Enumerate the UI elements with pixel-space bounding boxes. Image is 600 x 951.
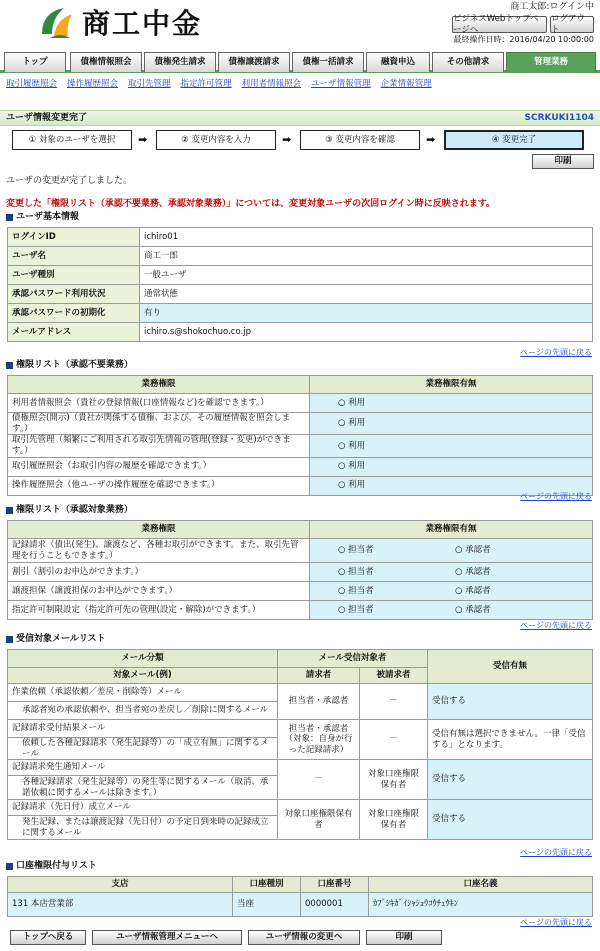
table-header xyxy=(8,650,593,668)
section-square-icon xyxy=(6,362,13,369)
subnav-user-info-inquiry[interactable]: 利用者情報照会 xyxy=(241,78,302,89)
back-to-top-link[interactable]: ページの先頭に戻る xyxy=(520,848,592,857)
permission-name: 記録請求（債出(発生)、譲渡など、各種お取引ができます。また、取引先管理を行うこともできます。） xyxy=(8,539,310,563)
table-row xyxy=(8,394,593,413)
section-permissions-approval xyxy=(6,505,133,516)
back-to-top-link[interactable]: ページの先頭に戻る xyxy=(520,621,592,630)
table-header xyxy=(8,521,593,539)
account-type: 当座 xyxy=(233,893,301,917)
tab-other[interactable]: その他請求 xyxy=(432,52,504,72)
step-2: ② 変更内容を入力 xyxy=(156,130,276,150)
mail-category: 記録請求（先日付）成立メール xyxy=(8,800,278,816)
table-row xyxy=(8,228,593,247)
section-title: 権限リスト（承認不要業務） xyxy=(16,360,133,370)
mail-requester: － xyxy=(278,760,360,800)
section-square-icon xyxy=(6,214,13,221)
logo xyxy=(38,4,228,42)
permission-value: ○ 利用 xyxy=(310,457,593,476)
permission-staff: ○ 担当者 xyxy=(310,563,452,582)
account-branch: 131 本店営業部 xyxy=(8,893,233,917)
section-title: ユーザ基本情報 xyxy=(16,212,80,222)
section-title: 受信対象メールリスト xyxy=(16,634,106,644)
mail-receive-flag: 受信する xyxy=(428,684,593,720)
section-square-icon xyxy=(6,636,13,643)
account-holder: ｶﾌﾞｼｷｶﾞｲｼｬｼｮｳｺｳﾁｭｳｷﾝ xyxy=(369,893,593,917)
table-row xyxy=(8,457,593,476)
screen-id: SCRKUKI1104 xyxy=(524,113,594,123)
table-row xyxy=(8,760,593,776)
user-info-change-button[interactable]: ユーザ情報の変更へ xyxy=(248,930,360,945)
permission-approver: ○ 承認者 xyxy=(451,563,593,582)
permission-name: 操作履歴照会（他ユーザの操作履歴を確認できます。） xyxy=(8,476,310,495)
permission-value: ○ 利用 xyxy=(310,435,593,457)
permission-name: 譲渡担保（譲渡担保のお申込ができます。） xyxy=(8,582,310,601)
footer-buttons xyxy=(0,930,600,946)
header-cell: 支店 xyxy=(8,877,233,893)
table-row xyxy=(8,304,593,323)
account-number: 0000001 xyxy=(301,893,369,917)
arrow-right-icon: ➡ xyxy=(138,133,148,146)
permission-name: 取引先管理（頻繁にご利用される取引先情報の管理(登録・変更)ができます。） xyxy=(8,435,310,457)
subnav-permission-management[interactable]: 指定許可管理 xyxy=(180,78,232,89)
permission-staff: ○ 担当者 xyxy=(310,582,452,601)
arrow-right-icon: ➡ xyxy=(426,133,436,146)
permission-name: 指定許可制限設定（指定許可先の管理(設定・解除)ができます。） xyxy=(8,601,310,620)
subnav-user-info-management[interactable]: ユーザ情報管理 xyxy=(311,78,371,89)
biz-web-top-button[interactable]: ビジネスWebトップページへ xyxy=(452,16,547,33)
subnav-company-info-management[interactable]: 企業情報管理 xyxy=(380,78,432,89)
section-title: 口座権限付与リスト xyxy=(16,861,97,871)
section-square-icon xyxy=(6,507,13,514)
header-cell: 対象メール(例) xyxy=(8,668,278,684)
table-row xyxy=(8,720,593,738)
back-to-top-link[interactable]: ページの先頭に戻る xyxy=(520,918,592,927)
mail-target: 各種記録請求（発生記録等）の発生等に関するメール（取消、承諾依頼に関するメールは除きます。） xyxy=(8,776,278,800)
back-to-top-button[interactable]: トップへ戻る xyxy=(10,930,86,945)
table-row xyxy=(8,285,593,304)
row-value: ichiro01 xyxy=(140,228,593,247)
table-row xyxy=(8,893,593,917)
table-header xyxy=(8,376,593,394)
step-3: ③ 変更内容を確認 xyxy=(300,130,420,150)
mail-receive-flag: 受信有無は選択できません。一律「受信する」となります。 xyxy=(428,720,593,760)
logo-text: 商工中金 xyxy=(82,7,203,40)
mail-requestee: － xyxy=(360,684,428,720)
row-value: 有り xyxy=(140,304,593,323)
arrow-right-icon: ➡ xyxy=(282,133,292,146)
table-row xyxy=(8,563,593,582)
row-value: 通常状態 xyxy=(140,285,593,304)
table-row xyxy=(8,247,593,266)
print-button-bottom[interactable]: 印刷 xyxy=(366,930,442,945)
print-button-top[interactable]: 印刷 xyxy=(532,154,594,169)
header-cell: メール受信対象者 xyxy=(278,650,428,668)
permission-name: 取引履歴照会（お取引内容の履歴を確認できます。） xyxy=(8,457,310,476)
permission-name: 利用者情報照会（貴社の登録情報(口座情報など)を確認できます。） xyxy=(8,394,310,413)
header-cell: 口座番号 xyxy=(301,877,369,893)
permission-name: 債権照会(開示)（貴社が関係する債権、および、その履歴情報を照会します。） xyxy=(8,413,310,435)
step-1: ① 対象のユーザを選択 xyxy=(12,130,132,150)
row-label: ユーザ種別 xyxy=(8,266,140,285)
permission-approver: ○ 承認者 xyxy=(451,601,593,620)
mail-receive-flag: 受信する xyxy=(428,800,593,840)
table-row xyxy=(8,800,593,816)
permission-staff: ○ 担当者 xyxy=(310,539,452,563)
user-management-menu-button[interactable]: ユーザ情報管理メニューへ xyxy=(92,930,242,945)
permission-approver: ○ 承認者 xyxy=(451,582,593,601)
tab-claim-bulk[interactable]: 債権一括請求 xyxy=(292,52,364,72)
tab-loan[interactable]: 融資申込 xyxy=(366,52,430,72)
permission-approver: ○ 承認者 xyxy=(451,539,593,563)
table-row xyxy=(8,539,593,563)
header-cell: 業務権限有無 xyxy=(310,376,593,394)
row-label: 承認パスワードの初期化 xyxy=(8,304,140,323)
basic-info-table xyxy=(7,227,593,342)
header-cell: 被請求者 xyxy=(360,668,428,684)
table-row xyxy=(8,684,593,702)
mail-category: 記録請求発生通知メール xyxy=(8,760,278,776)
section-permissions-free xyxy=(6,360,133,371)
row-label: メールアドレス xyxy=(8,323,140,342)
account-permissions-table xyxy=(7,876,593,917)
mail-target: 発生記録、または譲渡記録（先日付）の予定日到来時の記録成立に関するメール xyxy=(8,816,278,840)
row-label: ユーザ名 xyxy=(8,247,140,266)
mail-category: 記録請求受付結果メール xyxy=(8,720,278,738)
section-basic-info xyxy=(6,212,79,223)
back-to-top-link[interactable]: ページの先頭に戻る xyxy=(520,348,592,357)
table-row xyxy=(8,601,593,620)
notice-message: 変更した「権限リスト（承認不要業務、承認対象業務）」については、変更対象ユーザの次回ログイン時に反映されます。 xyxy=(6,199,495,209)
header-cell: 請求者 xyxy=(278,668,360,684)
table-row xyxy=(8,435,593,457)
permission-value: ○ 利用 xyxy=(310,413,593,435)
mail-target: 依頼した各種記録請求（発生記録等）の「成立有無」に関するメール xyxy=(8,738,278,760)
permissions-free-table xyxy=(7,375,593,496)
table-row xyxy=(8,266,593,285)
section-mail-list xyxy=(6,634,106,645)
page-title-bar xyxy=(0,110,600,126)
mail-requester: 担当者・承認者（対象：自身が行った記録請求） xyxy=(278,720,360,760)
mail-receive-flag: 受信する xyxy=(428,760,593,800)
mail-requestee: 対象口座権限保有者 xyxy=(360,800,428,840)
permission-staff: ○ 担当者 xyxy=(310,601,452,620)
header-cell: メール分類 xyxy=(8,650,278,668)
mail-requester: 担当者・承認者 xyxy=(278,684,360,720)
mail-category: 作業依頼（承認依頼／差戻・削除等）メール xyxy=(8,684,278,702)
header xyxy=(0,0,600,48)
mail-target: 承認者宛の承認依頼や、担当者宛の差戻し／削除に関するメール xyxy=(8,702,278,720)
logo-mark-icon xyxy=(38,4,74,40)
row-label: ログインID xyxy=(8,228,140,247)
tab-top[interactable]: トップ xyxy=(4,52,66,72)
tab-claim-transfer[interactable]: 債権譲渡請求 xyxy=(218,52,290,72)
table-row xyxy=(8,582,593,601)
mail-requestee: － xyxy=(360,720,428,760)
subnav-transaction-history[interactable]: 取引履歴照会 xyxy=(6,78,58,89)
table-header xyxy=(8,877,593,893)
table-row xyxy=(8,476,593,495)
permission-value: ○ 利用 xyxy=(310,394,593,413)
main-tabs xyxy=(0,52,600,73)
section-title: 権限リスト（承認対象業務） xyxy=(16,505,133,515)
table-row xyxy=(8,323,593,342)
tab-admin[interactable]: 管理業務 xyxy=(506,52,596,72)
completion-message: ユーザの変更が完了しました。 xyxy=(6,176,133,186)
subnav-operation-history[interactable]: 操作履歴照会 xyxy=(67,78,119,89)
section-account-permissions xyxy=(6,861,97,872)
back-to-top-link[interactable]: ページの先頭に戻る xyxy=(520,492,592,501)
step-4-current: ④ 変更完了 xyxy=(444,130,584,150)
header-cell: 業務権限 xyxy=(8,376,310,394)
logout-button[interactable]: ログアウト xyxy=(550,16,594,33)
row-label: 承認パスワード利用状況 xyxy=(8,285,140,304)
header-cell: 口座名義 xyxy=(369,877,593,893)
last-operation-time: 最終操作日時：2016/04/20 10:00:00 xyxy=(453,35,594,44)
header-cell: 業務権限 xyxy=(8,521,310,539)
user-status: 商工太郎:ログイン中 xyxy=(510,2,594,12)
header-cell: 受信有無 xyxy=(428,650,593,684)
sub-navigation xyxy=(0,76,600,92)
permission-name: 割引（割引のお申込ができます。） xyxy=(8,563,310,582)
mail-list-table xyxy=(7,649,593,840)
mail-requester: 対象口座権限保有者 xyxy=(278,800,360,840)
row-value: 一般ユーザ xyxy=(140,266,593,285)
permission-value: ○ 利用 xyxy=(310,476,593,495)
header-cell: 業務権限有無 xyxy=(310,521,593,539)
page-title: ユーザ情報変更完了 xyxy=(6,113,88,123)
permissions-approval-table xyxy=(7,520,593,620)
mail-requestee: 対象口座権限保有者 xyxy=(360,760,428,800)
section-square-icon xyxy=(6,863,13,870)
row-value: ichiro.s@shokochuo.co.jp xyxy=(140,323,593,342)
row-value: 商工一郎 xyxy=(140,247,593,266)
tab-claim-inquiry[interactable]: 債権情報照会 xyxy=(70,52,142,72)
tab-claim-issue[interactable]: 債権発生請求 xyxy=(144,52,216,72)
header-cell: 口座種別 xyxy=(233,877,301,893)
subnav-partner-management[interactable]: 取引先管理 xyxy=(128,78,171,89)
table-row xyxy=(8,413,593,435)
